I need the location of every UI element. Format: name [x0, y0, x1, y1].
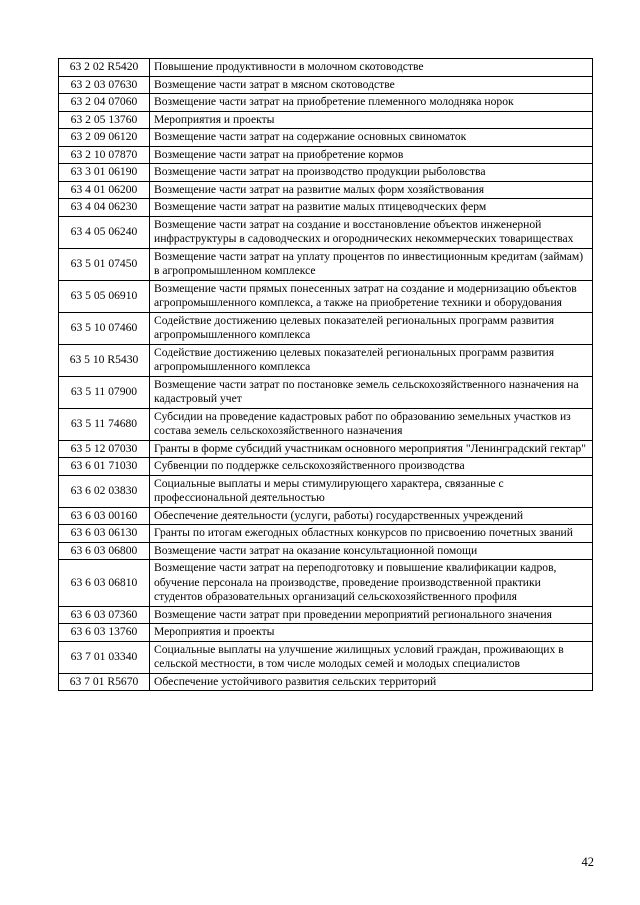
table-row [59, 129, 593, 147]
budget-code-cell: 63 7 01 03340 [59, 641, 150, 673]
budget-code-cell: 63 6 01 71030 [59, 458, 150, 476]
description-cell: Мероприятия и проекты [150, 111, 593, 129]
table-row [59, 312, 593, 344]
description-cell: Возмещение части затрат на уплату процентов по инвестиционным кредитам (займам) в агропромышленном комплексе [150, 248, 593, 280]
description-cell: Гранты по итогам ежегодных областных конкурсов по присвоению почетных званий [150, 525, 593, 543]
budget-code-table [58, 58, 593, 691]
budget-code-cell: 63 6 03 07360 [59, 606, 150, 624]
table-row [59, 76, 593, 94]
table-row [59, 542, 593, 560]
table-row [59, 164, 593, 182]
budget-code-cell: 63 5 11 07900 [59, 376, 150, 408]
table-row [59, 199, 593, 217]
table-row [59, 440, 593, 458]
table-row [59, 344, 593, 376]
budget-code-cell: 63 6 03 06130 [59, 525, 150, 543]
table-row [59, 475, 593, 507]
budget-code-cell: 63 5 05 06910 [59, 280, 150, 312]
description-cell: Обеспечение устойчивого развития сельских территорий [150, 673, 593, 691]
table-row [59, 111, 593, 129]
description-cell: Обеспечение деятельности (услуги, работы) государственных учреждений [150, 507, 593, 525]
budget-code-cell: 63 2 02 R5420 [59, 59, 150, 77]
budget-code-cell: 63 6 03 00160 [59, 507, 150, 525]
description-cell: Возмещение части затрат на приобретение племенного молодняка норок [150, 94, 593, 112]
description-cell: Возмещение части затрат на развитие малых форм хозяйствования [150, 181, 593, 199]
description-cell: Возмещение части затрат на содержание основных свиноматок [150, 129, 593, 147]
table-row [59, 280, 593, 312]
table-row [59, 606, 593, 624]
table-row [59, 408, 593, 440]
description-cell: Повышение продуктивности в молочном скотоводстве [150, 59, 593, 77]
table-row [59, 525, 593, 543]
description-cell: Содействие достижению целевых показателей региональных программ развития агропромышленного комплекса [150, 312, 593, 344]
table-row [59, 248, 593, 280]
table-row [59, 624, 593, 642]
description-cell: Субсидии на проведение кадастровых работ по образованию земельных участков из состава земель сельскохозяйственного назначения [150, 408, 593, 440]
budget-code-cell: 63 2 03 07630 [59, 76, 150, 94]
description-cell: Содействие достижению целевых показателей региональных программ развития агропромышленного комплекса [150, 344, 593, 376]
description-cell: Социальные выплаты на улучшение жилищных условий граждан, проживающих в сельской местности, в том числе молодых семей и молодых специалистов [150, 641, 593, 673]
budget-code-cell: 63 4 04 06230 [59, 199, 150, 217]
description-cell: Возмещение части затрат в мясном скотоводстве [150, 76, 593, 94]
budget-code-cell: 63 5 12 07030 [59, 440, 150, 458]
table-row [59, 641, 593, 673]
table-row [59, 59, 593, 77]
budget-code-cell: 63 5 11 74680 [59, 408, 150, 440]
budget-code-cell: 63 4 05 06240 [59, 216, 150, 248]
table-row [59, 94, 593, 112]
table-row [59, 458, 593, 476]
table-row [59, 507, 593, 525]
description-cell: Возмещение части затрат на развитие малых птицеводческих ферм [150, 199, 593, 217]
description-cell: Возмещение части затрат при проведении мероприятий регионального значения [150, 606, 593, 624]
budget-code-cell: 63 5 01 07450 [59, 248, 150, 280]
description-cell: Возмещение части затрат на переподготовку и повышение квалификации кадров, обучение персонала на производстве, проведение производственной практики студентов образовательных организаций сельскохозяйственного профиля [150, 560, 593, 607]
description-cell: Мероприятия и проекты [150, 624, 593, 642]
table-row [59, 376, 593, 408]
budget-code-cell: 63 6 03 06800 [59, 542, 150, 560]
description-cell: Возмещение части затрат на производство продукции рыболовства [150, 164, 593, 182]
table-row [59, 146, 593, 164]
table-row [59, 181, 593, 199]
description-cell: Возмещение части затрат на приобретение кормов [150, 146, 593, 164]
budget-code-cell: 63 5 10 R5430 [59, 344, 150, 376]
table-row [59, 673, 593, 691]
budget-code-cell: 63 6 03 13760 [59, 624, 150, 642]
budget-code-cell: 63 6 02 03830 [59, 475, 150, 507]
budget-code-cell: 63 7 01 R5670 [59, 673, 150, 691]
budget-code-cell: 63 4 01 06200 [59, 181, 150, 199]
table-row [59, 560, 593, 607]
description-cell: Возмещение части затрат на создание и восстановление объектов инженерной инфраструктуры в садоводческих и огороднических некоммерческих товариществах [150, 216, 593, 248]
description-cell: Возмещение части затрат по постановке земель сельскохозяйственного назначения на кадастровый учет [150, 376, 593, 408]
budget-code-cell: 63 2 10 07870 [59, 146, 150, 164]
description-cell: Гранты в форме субсидий участникам основного мероприятия "Ленинградский гектар" [150, 440, 593, 458]
budget-code-table-body [59, 59, 593, 691]
page-number: 42 [581, 855, 594, 869]
description-cell: Возмещение части затрат на оказание консультационной помощи [150, 542, 593, 560]
description-cell: Возмещение части прямых понесенных затрат на создание и модернизацию объектов агропромышленного комплекса, а также на приобретение техники и оборудования [150, 280, 593, 312]
budget-code-cell: 63 2 09 06120 [59, 129, 150, 147]
table-row [59, 216, 593, 248]
budget-code-cell: 63 2 04 07060 [59, 94, 150, 112]
budget-code-cell: 63 3 01 06190 [59, 164, 150, 182]
budget-code-cell: 63 6 03 06810 [59, 560, 150, 607]
budget-code-cell: 63 2 05 13760 [59, 111, 150, 129]
description-cell: Социальные выплаты и меры стимулирующего характера, связанные с профессиональной деятельностью [150, 475, 593, 507]
description-cell: Субвенции по поддержке сельскохозяйственного производства [150, 458, 593, 476]
budget-code-cell: 63 5 10 07460 [59, 312, 150, 344]
